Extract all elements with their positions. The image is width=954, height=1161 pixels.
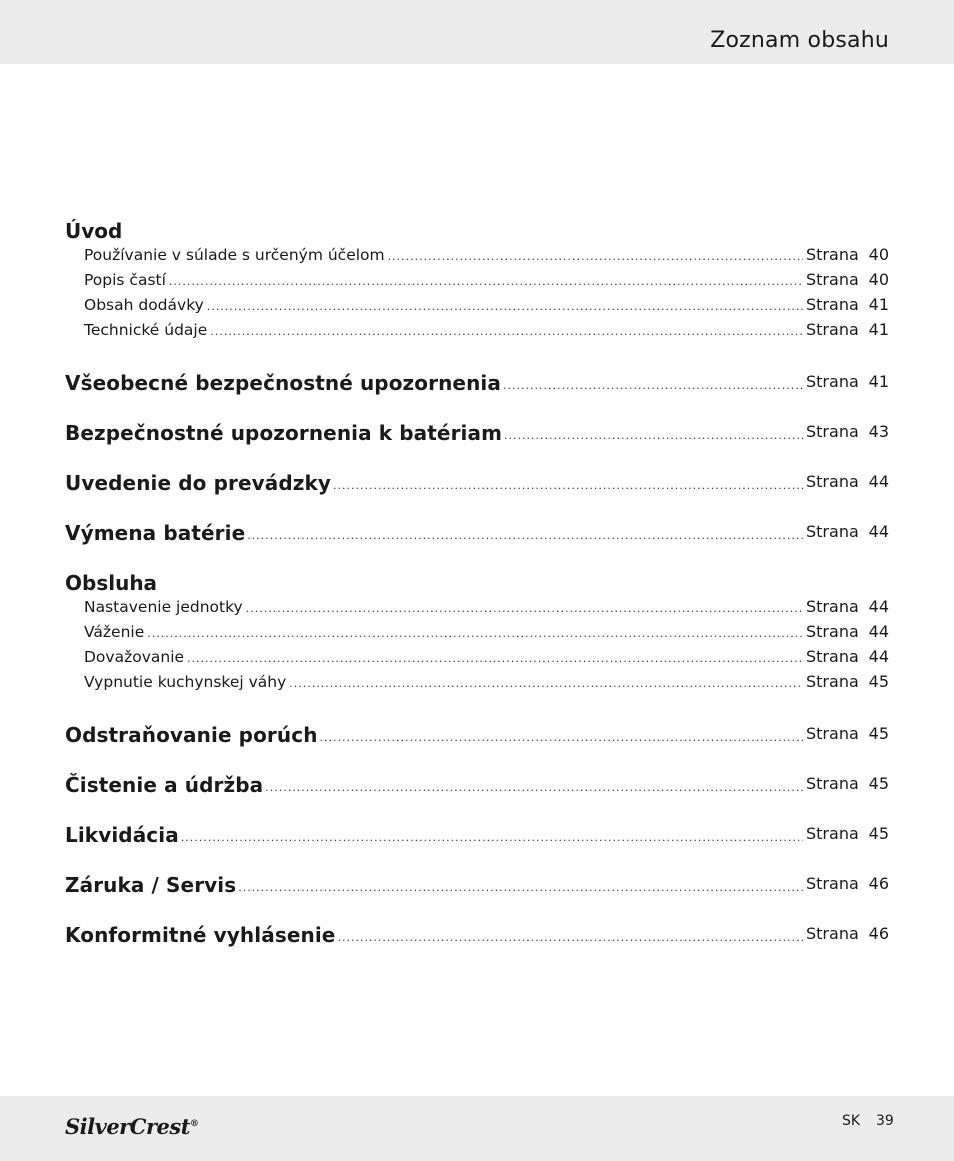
toc-entry-label: Všeobecné bezpečnostné upozornenia	[65, 371, 501, 395]
page-number: 39	[876, 1113, 894, 1129]
language-code: SK	[842, 1113, 861, 1129]
toc-item[interactable]	[65, 320, 889, 345]
leader-dots	[238, 882, 803, 893]
page-ref: Strana 44	[806, 597, 889, 616]
toc-entry[interactable]	[65, 864, 889, 897]
toc-entry[interactable]	[65, 362, 889, 395]
leader-dots	[147, 628, 803, 639]
toc-entry[interactable]	[65, 714, 889, 747]
toc-item[interactable]	[65, 245, 889, 270]
toc-item[interactable]	[65, 597, 889, 622]
toc-heading-obsluha: Obsluha	[65, 571, 158, 595]
toc-entry-label: Záruka / Servis	[65, 873, 237, 897]
toc-item-label: Váženie	[84, 623, 145, 641]
leader-dots	[388, 251, 803, 262]
toc-entry-label: Uvedenie do prevádzky	[65, 471, 332, 495]
page-ref: Strana 43	[806, 422, 889, 441]
leader-dots	[320, 732, 803, 743]
page-ref: Strana 45	[806, 724, 889, 743]
leader-dots	[289, 678, 803, 689]
toc-entry-label: Odstraňovanie porúch	[65, 723, 318, 747]
toc-entry[interactable]	[65, 412, 889, 445]
table-of-contents	[65, 210, 889, 947]
leader-dots	[181, 832, 803, 843]
leader-dots	[207, 301, 803, 312]
page-ref: Strana 41	[806, 295, 889, 314]
page-ref: Strana 44	[806, 622, 889, 641]
page-ref: Strana 45	[806, 824, 889, 843]
brand-logo: SilverCrest®	[65, 1114, 199, 1139]
toc-item-label: Používanie v súlade s určeným účelom	[84, 246, 385, 264]
page-ref: Strana 44	[806, 647, 889, 666]
page-ref: Strana 46	[806, 874, 889, 893]
page-ref: Strana 46	[806, 924, 889, 943]
page-ref: Strana 40	[806, 270, 889, 289]
toc-item-label: Dovažovanie	[84, 648, 185, 666]
page-ref: Strana 44	[806, 472, 889, 491]
page-ref: Strana 44	[806, 522, 889, 541]
toc-item[interactable]	[65, 270, 889, 295]
toc-heading-uvod: Úvod	[65, 219, 123, 243]
toc-entry[interactable]	[65, 814, 889, 847]
toc-entry[interactable]	[65, 914, 889, 947]
toc-section-obsluha	[65, 562, 889, 697]
page-ref: Strana 45	[806, 672, 889, 691]
toc-item[interactable]	[65, 672, 889, 697]
toc-item[interactable]	[65, 622, 889, 647]
toc-entry[interactable]	[65, 512, 889, 545]
toc-entry-label: Likvidácia	[65, 823, 179, 847]
page-ref: Strana 41	[806, 372, 889, 391]
page-ref: Strana 45	[806, 774, 889, 793]
toc-entry-label: Výmena batérie	[65, 521, 246, 545]
toc-item-label: Vypnutie kuchynskej váhy	[84, 673, 287, 691]
toc-entry-label: Čistenie a údržba	[65, 773, 264, 797]
toc-entry[interactable]	[65, 764, 889, 797]
toc-entry-label: Bezpečnostné upozornenia k batériam	[65, 421, 503, 445]
toc-item-label: Nastavenie jednotky	[84, 598, 243, 616]
leader-dots	[246, 603, 803, 614]
toc-entry-label: Konformitné vyhlásenie	[65, 923, 336, 947]
leader-dots	[337, 932, 803, 943]
toc-item-label: Obsah dodávky	[84, 296, 204, 314]
leader-dots	[169, 276, 803, 287]
leader-dots	[333, 480, 803, 491]
page-ref: Strana 41	[806, 320, 889, 339]
toc-item[interactable]	[65, 295, 889, 320]
toc-item[interactable]	[65, 647, 889, 672]
leader-dots	[210, 326, 803, 337]
toc-entry[interactable]	[65, 462, 889, 495]
toc-item-label: Technické údaje	[84, 321, 208, 339]
leader-dots	[504, 430, 803, 441]
leader-dots	[187, 653, 803, 664]
page-ref: Strana 40	[806, 245, 889, 264]
toc-item-label: Popis častí	[84, 271, 166, 289]
leader-dots	[247, 530, 803, 541]
leader-dots	[503, 380, 803, 391]
leader-dots	[265, 782, 803, 793]
toc-section-uvod	[65, 210, 889, 345]
page-title: Zoznam obsahu	[710, 28, 889, 53]
